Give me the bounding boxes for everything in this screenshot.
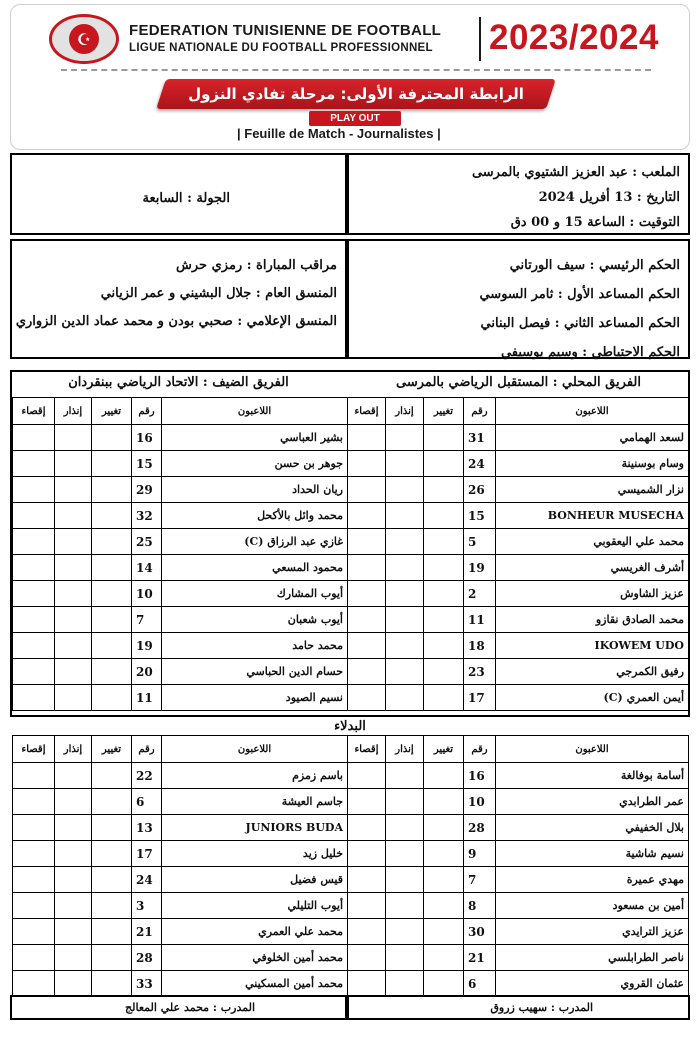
player-number: 7 xyxy=(464,867,496,893)
player-number: 10 xyxy=(464,789,496,815)
player-number: 32 xyxy=(132,503,162,529)
player-name: ريان الحداد xyxy=(162,477,348,503)
player-number: 28 xyxy=(132,945,162,971)
change-cell xyxy=(92,919,132,945)
expulsion-cell xyxy=(348,815,386,841)
player-number: 18 xyxy=(464,633,496,659)
expulsion-cell xyxy=(13,945,55,971)
expulsion-cell xyxy=(13,503,55,529)
player-name: رفيق الكمرجي xyxy=(496,659,689,685)
player-row xyxy=(348,893,689,919)
player-name: ناصر الطرابلسي xyxy=(496,945,689,971)
col-expulsion: إقصاء xyxy=(13,736,55,763)
change-cell xyxy=(424,425,464,451)
assistant1-label: الحكم المساعد الأول : ثامر السوسي xyxy=(479,287,680,302)
player-name: خليل زيد xyxy=(162,841,348,867)
player-name: BONHEUR MUSECHA xyxy=(496,503,689,529)
player-number: 13 xyxy=(132,815,162,841)
change-cell xyxy=(92,503,132,529)
player-row xyxy=(348,685,689,711)
player-number: 3 xyxy=(132,893,162,919)
warning-cell xyxy=(55,685,92,711)
playout-badge: PLAY OUT xyxy=(309,111,401,126)
player-row xyxy=(13,425,348,451)
player-name: JUNIORS BUDA xyxy=(162,815,348,841)
warning-cell xyxy=(386,555,424,581)
col-expulsion: إقصاء xyxy=(13,398,55,425)
away-team-title: الفريق الضيف : الاتحاد الرياضي ببنقردان xyxy=(68,375,289,390)
player-number: 15 xyxy=(132,451,162,477)
change-cell xyxy=(92,555,132,581)
player-name: محمد الصادق نقازو xyxy=(496,607,689,633)
stadium-label: الملعب : عبد العزيز الشتيوي بالمرسى xyxy=(471,165,680,180)
referee-label: الحكم الرئيسي : سيف الورتاني xyxy=(509,258,680,273)
away-coach-label: المدرب : محمد علي المعالج xyxy=(125,1001,255,1014)
player-name: مهدي عميرة xyxy=(496,867,689,893)
col-change: تغيير xyxy=(92,736,132,763)
player-number: 29 xyxy=(132,477,162,503)
change-cell xyxy=(92,529,132,555)
player-name: عثمان القروي xyxy=(496,971,689,997)
player-name: أسامة بوفالغة xyxy=(496,763,689,789)
col-warning: إنذار xyxy=(386,398,424,425)
player-row xyxy=(13,451,348,477)
player-number: 11 xyxy=(464,607,496,633)
warning-cell xyxy=(386,477,424,503)
assistant2-label: الحكم المساعد الثاني : فيصل البناني xyxy=(480,316,680,331)
expulsion-cell xyxy=(13,425,55,451)
player-number: 21 xyxy=(464,945,496,971)
federation-name: FEDERATION TUNISIENNE DE FOOTBALL xyxy=(129,22,442,39)
observers-box xyxy=(10,239,347,359)
player-row xyxy=(348,425,689,451)
expulsion-cell xyxy=(13,893,55,919)
change-cell xyxy=(424,789,464,815)
expulsion-cell xyxy=(348,971,386,997)
change-cell xyxy=(424,919,464,945)
player-number: 6 xyxy=(464,971,496,997)
player-row xyxy=(13,815,348,841)
player-number: 17 xyxy=(132,841,162,867)
expulsion-cell xyxy=(348,685,386,711)
expulsion-cell xyxy=(348,477,386,503)
change-cell xyxy=(424,529,464,555)
round-label: الجولة : السابعة xyxy=(142,191,230,206)
player-row xyxy=(13,893,348,919)
substitutes-label: البدلاء xyxy=(334,719,366,734)
player-name: غازي عبد الرزاق (C) xyxy=(162,529,348,555)
warning-cell xyxy=(386,685,424,711)
venue-box xyxy=(347,153,690,235)
change-cell xyxy=(92,867,132,893)
change-cell xyxy=(424,633,464,659)
player-name: أمين بن مسعود xyxy=(496,893,689,919)
player-row xyxy=(348,789,689,815)
warning-cell xyxy=(386,763,424,789)
col-players: اللاعبون xyxy=(162,398,348,425)
change-cell xyxy=(92,581,132,607)
player-name: محمد حامد xyxy=(162,633,348,659)
player-name: أيمن العمري (C) xyxy=(496,685,689,711)
expulsion-cell xyxy=(348,867,386,893)
player-name: أيوب التليلي xyxy=(162,893,348,919)
player-number: 30 xyxy=(464,919,496,945)
player-name: محمود المسعي xyxy=(162,555,348,581)
player-name: محمد علي العمري xyxy=(162,919,348,945)
change-cell xyxy=(92,971,132,997)
player-number: 7 xyxy=(132,607,162,633)
player-name: بشير العباسي xyxy=(162,425,348,451)
warning-cell xyxy=(386,919,424,945)
change-cell xyxy=(424,477,464,503)
player-name: أيوب المشارك xyxy=(162,581,348,607)
change-cell xyxy=(424,555,464,581)
player-name: عزيز الترايدي xyxy=(496,919,689,945)
player-number: 15 xyxy=(464,503,496,529)
change-cell xyxy=(92,451,132,477)
expulsion-cell xyxy=(13,971,55,997)
player-row xyxy=(13,607,348,633)
col-warning: إنذار xyxy=(386,736,424,763)
warning-cell xyxy=(55,815,92,841)
change-cell xyxy=(424,867,464,893)
player-name: حسام الدين الحباسي xyxy=(162,659,348,685)
change-cell xyxy=(424,763,464,789)
col-number: رقم xyxy=(132,398,162,425)
away-subs-table xyxy=(12,735,348,997)
player-number: 20 xyxy=(132,659,162,685)
player-row xyxy=(348,763,689,789)
expulsion-cell xyxy=(13,555,55,581)
player-name: جوهر بن حسن xyxy=(162,451,348,477)
expulsion-cell xyxy=(348,919,386,945)
player-name: عزيز الشاوش xyxy=(496,581,689,607)
round-box xyxy=(10,153,347,235)
warning-cell xyxy=(55,893,92,919)
warning-cell xyxy=(386,425,424,451)
player-number: 24 xyxy=(464,451,496,477)
observer-label: مراقب المباراة : رمزي حرش xyxy=(176,258,337,273)
change-cell xyxy=(92,659,132,685)
expulsion-cell xyxy=(13,633,55,659)
expulsion-cell xyxy=(13,581,55,607)
player-row xyxy=(13,477,348,503)
expulsion-cell xyxy=(13,789,55,815)
expulsion-cell xyxy=(348,841,386,867)
header-divider xyxy=(479,17,481,61)
warning-cell xyxy=(55,555,92,581)
col-warning: إنذار xyxy=(55,736,92,763)
expulsion-cell xyxy=(13,451,55,477)
player-number: 5 xyxy=(464,529,496,555)
player-number: 28 xyxy=(464,815,496,841)
col-number: رقم xyxy=(464,398,496,425)
media-coordinator-label: المنسق الإعلامي : صحبي بودن و محمد عماد الدين الزواري xyxy=(15,314,337,329)
player-row xyxy=(348,971,689,997)
player-row xyxy=(348,919,689,945)
warning-cell xyxy=(55,581,92,607)
player-row xyxy=(348,503,689,529)
warning-cell xyxy=(55,841,92,867)
player-row xyxy=(348,815,689,841)
col-warning: إنذار xyxy=(55,398,92,425)
change-cell xyxy=(424,659,464,685)
col-number: رقم xyxy=(132,736,162,763)
change-cell xyxy=(424,685,464,711)
col-players: اللاعبون xyxy=(162,736,348,763)
col-change: تغيير xyxy=(92,398,132,425)
player-name: لسعد الهمامي xyxy=(496,425,689,451)
player-number: 11 xyxy=(132,685,162,711)
change-cell xyxy=(92,763,132,789)
player-name: جاسم العيشة xyxy=(162,789,348,815)
player-number: 33 xyxy=(132,971,162,997)
player-row xyxy=(13,841,348,867)
change-cell xyxy=(92,477,132,503)
expulsion-cell xyxy=(348,555,386,581)
player-number: 23 xyxy=(464,659,496,685)
warning-cell xyxy=(386,529,424,555)
warning-cell xyxy=(386,659,424,685)
expulsion-cell xyxy=(13,607,55,633)
player-row xyxy=(13,555,348,581)
warning-cell xyxy=(55,529,92,555)
player-number: 26 xyxy=(464,477,496,503)
player-name: IKOWEM UDO xyxy=(496,633,689,659)
sheet-type: | Feuille de Match - Journalistes | xyxy=(237,126,441,141)
expulsion-cell xyxy=(348,607,386,633)
warning-cell xyxy=(55,503,92,529)
player-number: 9 xyxy=(464,841,496,867)
coordinator-label: المنسق العام : جلال البشيني و عمر الزياني xyxy=(100,286,337,301)
player-row xyxy=(13,529,348,555)
league-name: LIGUE NATIONALE DU FOOTBALL PROFESSIONNEL xyxy=(129,42,433,54)
expulsion-cell xyxy=(348,425,386,451)
player-row xyxy=(348,659,689,685)
away-coach-box xyxy=(10,995,347,1020)
away-starters-table xyxy=(12,397,348,711)
warning-cell xyxy=(55,659,92,685)
player-number: 6 xyxy=(132,789,162,815)
warning-cell xyxy=(386,789,424,815)
home-team-title: الفريق المحلي : المستقبل الرياضي بالمرسى xyxy=(396,375,641,390)
expulsion-cell xyxy=(13,867,55,893)
col-expulsion: إقصاء xyxy=(348,398,386,425)
player-row xyxy=(348,607,689,633)
expulsion-cell xyxy=(348,633,386,659)
warning-cell xyxy=(55,971,92,997)
expulsion-cell xyxy=(13,919,55,945)
player-name: نزار الشميسي xyxy=(496,477,689,503)
sheet-header xyxy=(10,4,690,150)
player-number: 10 xyxy=(132,581,162,607)
change-cell xyxy=(424,971,464,997)
warning-cell xyxy=(386,451,424,477)
col-players: اللاعبون xyxy=(496,398,689,425)
player-row xyxy=(13,919,348,945)
warning-cell xyxy=(386,945,424,971)
expulsion-cell xyxy=(348,789,386,815)
change-cell xyxy=(424,945,464,971)
home-coach-label: المدرب : سهيب زروق xyxy=(490,1001,593,1014)
change-cell xyxy=(424,893,464,919)
player-name: نسيم شاشية xyxy=(496,841,689,867)
expulsion-cell xyxy=(13,841,55,867)
warning-cell xyxy=(55,867,92,893)
change-cell xyxy=(92,425,132,451)
change-cell xyxy=(424,607,464,633)
warning-cell xyxy=(55,633,92,659)
expulsion-cell xyxy=(348,763,386,789)
player-row xyxy=(348,633,689,659)
ftf-logo-icon: ☪ xyxy=(49,14,119,64)
player-row xyxy=(13,659,348,685)
warning-cell xyxy=(55,607,92,633)
expulsion-cell xyxy=(348,581,386,607)
player-number: 24 xyxy=(132,867,162,893)
player-row xyxy=(348,477,689,503)
warning-cell xyxy=(386,503,424,529)
fourth-official-label: الحكم الاحتياطي : وسيم يوسيفي xyxy=(500,345,680,360)
player-number: 2 xyxy=(464,581,496,607)
warning-cell xyxy=(55,919,92,945)
player-row xyxy=(348,867,689,893)
player-number: 19 xyxy=(464,555,496,581)
player-row xyxy=(13,503,348,529)
player-name: وسام بوسنينة xyxy=(496,451,689,477)
player-row xyxy=(13,971,348,997)
player-number: 19 xyxy=(132,633,162,659)
home-subs-table xyxy=(347,735,689,997)
player-number: 16 xyxy=(464,763,496,789)
change-cell xyxy=(424,841,464,867)
referees-box xyxy=(347,239,690,359)
home-coach-box xyxy=(347,995,690,1020)
player-row xyxy=(13,867,348,893)
expulsion-cell xyxy=(348,503,386,529)
warning-cell xyxy=(386,607,424,633)
col-expulsion: إقصاء xyxy=(348,736,386,763)
player-number: 22 xyxy=(132,763,162,789)
change-cell xyxy=(92,789,132,815)
time-label: التوقيت : الساعة 15 و 00 دق xyxy=(510,215,680,230)
player-name: أشرف الغريسي xyxy=(496,555,689,581)
expulsion-cell xyxy=(13,477,55,503)
warning-cell xyxy=(386,633,424,659)
change-cell xyxy=(92,633,132,659)
dashed-divider xyxy=(61,69,651,71)
player-number: 21 xyxy=(132,919,162,945)
player-row xyxy=(348,451,689,477)
player-name: بلال الخفيفي xyxy=(496,815,689,841)
expulsion-cell xyxy=(13,815,55,841)
change-cell xyxy=(424,581,464,607)
player-name: محمد وائل بالأكحل xyxy=(162,503,348,529)
player-row xyxy=(348,555,689,581)
player-number: 14 xyxy=(132,555,162,581)
expulsion-cell xyxy=(348,451,386,477)
player-row xyxy=(348,529,689,555)
change-cell xyxy=(92,815,132,841)
col-number: رقم xyxy=(464,736,496,763)
season-label: 2023/2024 xyxy=(489,18,659,57)
expulsion-cell xyxy=(13,763,55,789)
warning-cell xyxy=(55,425,92,451)
warning-cell xyxy=(386,893,424,919)
player-row xyxy=(348,841,689,867)
player-row xyxy=(13,633,348,659)
warning-cell xyxy=(55,763,92,789)
warning-cell xyxy=(386,815,424,841)
col-change: تغيير xyxy=(424,398,464,425)
change-cell xyxy=(92,893,132,919)
col-change: تغيير xyxy=(424,736,464,763)
warning-cell xyxy=(386,867,424,893)
expulsion-cell xyxy=(348,529,386,555)
player-name: نسيم الصيود xyxy=(162,685,348,711)
player-name: أيوب شعبان xyxy=(162,607,348,633)
warning-cell xyxy=(55,451,92,477)
player-name: قيس فضيل xyxy=(162,867,348,893)
player-row xyxy=(13,685,348,711)
warning-cell xyxy=(55,477,92,503)
warning-cell xyxy=(386,581,424,607)
col-players: اللاعبون xyxy=(496,736,689,763)
expulsion-cell xyxy=(348,945,386,971)
player-row xyxy=(13,763,348,789)
player-number: 25 xyxy=(132,529,162,555)
player-row xyxy=(348,945,689,971)
home-starters-table xyxy=(347,397,689,711)
player-name: محمد أمين الخلوفي xyxy=(162,945,348,971)
expulsion-cell xyxy=(13,529,55,555)
change-cell xyxy=(424,815,464,841)
warning-cell xyxy=(386,841,424,867)
change-cell xyxy=(92,607,132,633)
player-name: محمد أمين المسكيني xyxy=(162,971,348,997)
player-number: 16 xyxy=(132,425,162,451)
change-cell xyxy=(92,945,132,971)
expulsion-cell xyxy=(13,685,55,711)
change-cell xyxy=(92,841,132,867)
player-number: 17 xyxy=(464,685,496,711)
expulsion-cell xyxy=(348,893,386,919)
change-cell xyxy=(424,451,464,477)
player-row xyxy=(13,945,348,971)
warning-cell xyxy=(55,945,92,971)
player-number: 31 xyxy=(464,425,496,451)
change-cell xyxy=(92,685,132,711)
expulsion-cell xyxy=(348,659,386,685)
player-name: باسم زمزم xyxy=(162,763,348,789)
player-row xyxy=(13,581,348,607)
expulsion-cell xyxy=(13,659,55,685)
change-cell xyxy=(424,503,464,529)
warning-cell xyxy=(55,789,92,815)
player-row xyxy=(13,789,348,815)
player-name: محمد علي اليعقوبي xyxy=(496,529,689,555)
player-number: 8 xyxy=(464,893,496,919)
warning-cell xyxy=(386,971,424,997)
player-row xyxy=(348,581,689,607)
competition-title: الرابطة المحترفة الأولى: مرحلة تفادي النزول xyxy=(188,85,524,103)
date-label: التاريخ : 13 أفريل 2024 xyxy=(538,190,680,205)
player-name: عمر الطرابدي xyxy=(496,789,689,815)
